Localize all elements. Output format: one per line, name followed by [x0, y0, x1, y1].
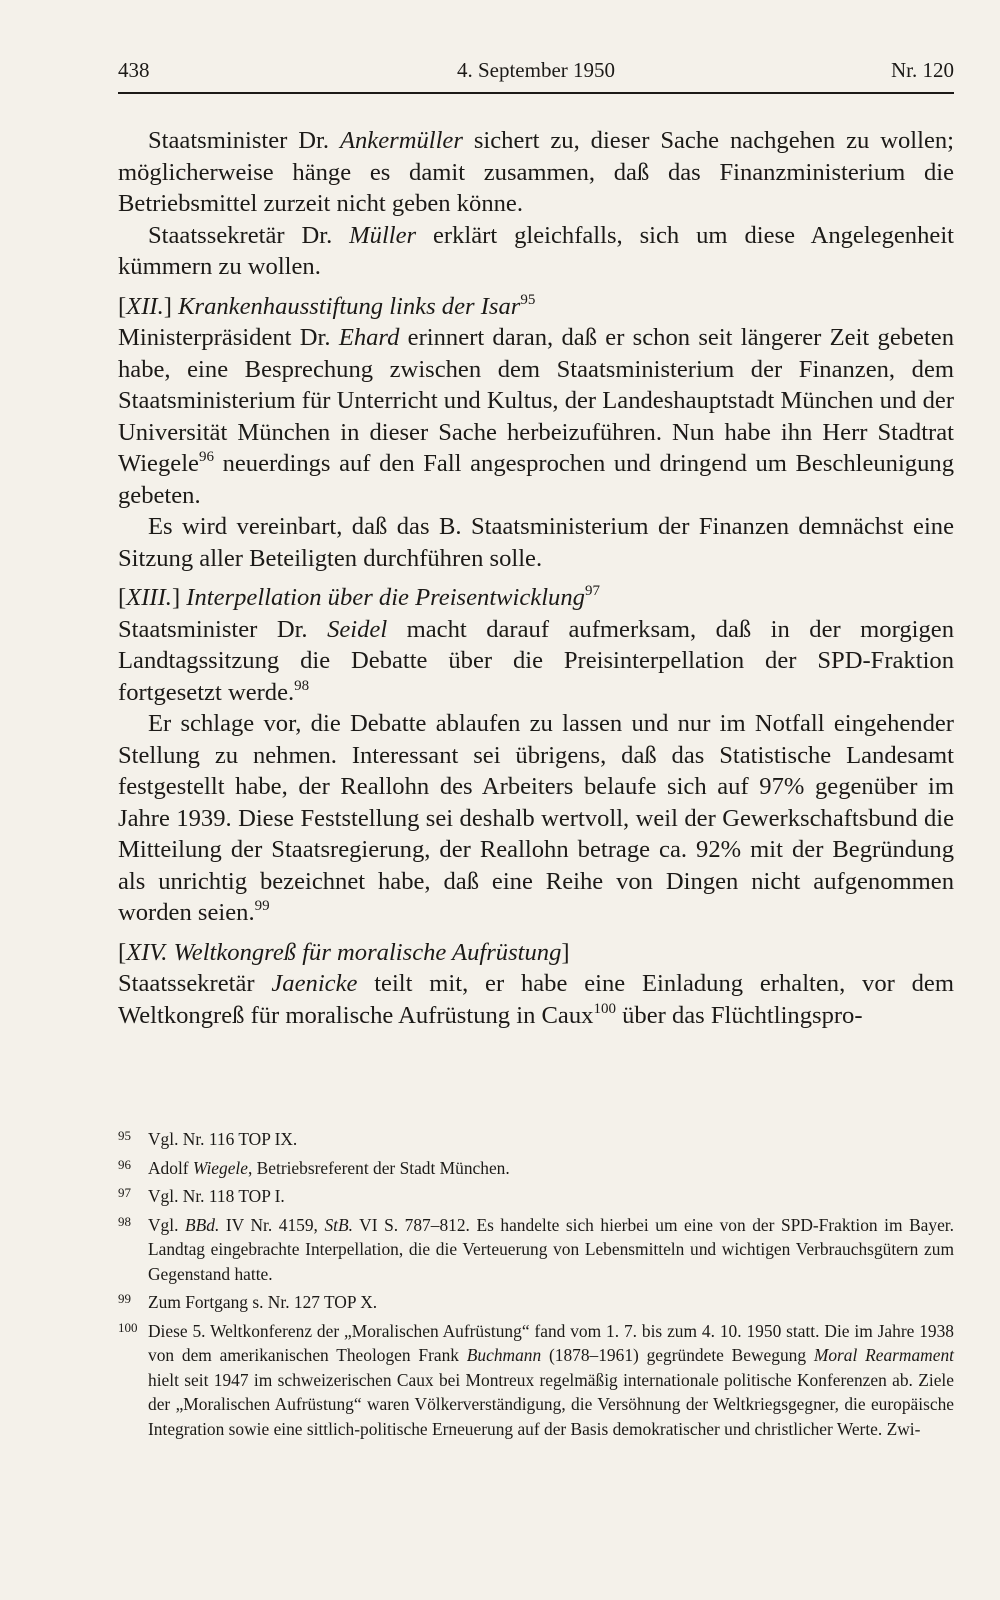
- footnote-number: 100: [118, 1319, 138, 1335]
- footnote-ref[interactable]: 98: [294, 677, 310, 694]
- footnote-emphasis: StB.: [324, 1214, 353, 1235]
- footnote-text: (1878–1961) gegründete Bewegung: [541, 1345, 814, 1365]
- footnote-ref[interactable]: 97: [584, 583, 600, 599]
- footnote-number: 99: [118, 1291, 131, 1306]
- paragraph-agreement: Es wird vereinbart, daß das B. Staatsministerium der Finanzen demnächst eine Sitzung aller Beteiligten durchführen solle.: [118, 513, 954, 572]
- footnote-ref[interactable]: 95: [520, 291, 536, 308]
- footnote-text: Adolf: [148, 1157, 193, 1178]
- footnote-97: [118, 1184, 954, 1209]
- footnote-emphasis: BBd.: [185, 1214, 220, 1235]
- paragraph-mueller: Staatssekretär Dr. Müller erklärt gleichfalls, sich um diese Angelegenheit kümmern zu wollen.: [118, 221, 954, 280]
- footnote-text: Diese 5. Weltkonferenz der „Moralischen Aufrüstung“ fand vom 1. 7. bis zum 4. 10. 1950 statt. Die im Jahre 1938 von dem amerikanischen Theologen Frank: [148, 1320, 954, 1365]
- footnote-98: [118, 1213, 954, 1287]
- running-header: [118, 58, 954, 88]
- footnote-text: IV Nr. 4159,: [219, 1214, 325, 1235]
- footnote-text: hielt seit 1947 im schweizerischen Caux bei Montreux regelmäßig internationale politische Konferenzen ab. Ziele der „Moralischen Aufrüstung“ waren Völkerverständigung, die Versöhnung der Weltkriegsgegner, die europäische Integration sowie eine sittlich-politische Erneuerung auf der Basis demokratischer und christlicher Werte. Zwi-: [148, 1369, 954, 1439]
- section-heading-xiv: [XIV. Weltkongreß für moralische Aufrüstung]: [118, 938, 570, 966]
- footnote-ref[interactable]: 100: [593, 1000, 616, 1017]
- section-heading-xii: [XII.] Krankenhausstiftung links der Isar$^{95}$: [118, 291, 536, 320]
- footnote-text: Vgl. Nr. 116 TOP IX.: [148, 1129, 298, 1149]
- paragraph-ehard: Ministerpräsident Dr. Ehard erinnert daran, daß er schon seit längerer Zeit gebeten habe, eine Besprechung zwischen dem Staatsministerium der Finanzen, dem Staatsministerium für Unterricht und Kultus, der Landeshauptstadt München und der Universität München in dieser Sache herbeizuführen. Nun habe ihn Herr Stadtrat Wiegele$^{96}$ neuerdings auf den Fall angesprochen und dringend um Beschleunigung gebeten.: [118, 324, 955, 509]
- person-name: Müller: [349, 221, 417, 249]
- footnote-emphasis: Wiegele: [192, 1157, 248, 1178]
- footnote-96: [118, 1156, 954, 1181]
- footnote-100: [118, 1319, 954, 1442]
- footnote-99: [118, 1290, 954, 1315]
- footnote-text: Zum Fortgang s. Nr. 127 TOP X.: [148, 1292, 378, 1312]
- paragraph-ankermueller: Staatsminister Dr. Ankermüller sichert zu, dieser Sache nachgehen zu wollen; möglicherweise hänge es damit zusammen, daß das Finanzministerium die Betriebsmittel zurzeit nicht geben könne.: [118, 127, 955, 217]
- person-name: Ankermüller: [339, 127, 463, 154]
- header-date: 4. September 1950: [456, 58, 616, 82]
- footnote-text: Vgl.: [148, 1214, 185, 1235]
- footnote-text: , Betriebsreferent der Stadt München.: [247, 1157, 510, 1178]
- footnote-text: Vgl. Nr. 118 TOP I.: [148, 1186, 285, 1206]
- header-rule: [118, 92, 954, 94]
- footnote-ref[interactable]: 99: [254, 898, 270, 914]
- person-name: Seidel: [327, 615, 388, 643]
- paragraph-reallohn: Er schlage vor, die Debatte ablaufen zu lassen und nur im Notfall eingehender Stellung zu nehmen. Interessant sei übrigens, daß das Statistische Landesamt festgestellt habe, der Reallohn des Arbeiters belaufe sich auf 97% gegenüber im Jahre 1939. Diese Feststellung sei deshalb wertvoll, weil der Gewerkschaftsbund die Mitteilung der Staatsregierung, der Reallohn betrage ca. 92% mit der Begründung als unrichtig bezeichnet habe, daß eine Reihe von Dingen nicht aufgenommen worden seien.$^{99}$: [118, 710, 954, 926]
- footnote-emphasis: Buchmann: [466, 1345, 542, 1365]
- person-name: Ehard: [338, 324, 400, 351]
- footnote-number: 97: [118, 1185, 131, 1200]
- footnote-number: 98: [118, 1213, 131, 1229]
- section-title: XIV. Weltkongreß für moralische Aufrüstung: [126, 938, 562, 966]
- section-title: Interpellation über die Preisentwicklung: [186, 584, 585, 611]
- person-name: Jaenicke: [271, 970, 358, 997]
- footnote-number: 96: [118, 1156, 131, 1172]
- document-number: Nr. 120: [891, 58, 954, 82]
- paragraph-seidel: Staatsminister Dr. Seidel macht darauf aufmerksam, daß in der morgigen Landtagssitzung die Debatte über die Preisinterpellation der SPD-Fraktion fortgesetzt werde.$^{98}$: [118, 615, 954, 706]
- footnotes: [118, 1127, 954, 1445]
- page-number: 438: [118, 58, 150, 82]
- footnote-95: [118, 1127, 954, 1152]
- footnote-number: 95: [118, 1128, 131, 1143]
- section-heading-xiii: [XIII.] Interpellation über die Preisentwicklung$^{97}$: [118, 583, 600, 611]
- footnote-ref[interactable]: 96: [198, 449, 214, 465]
- section-title: Krankenhausstiftung links der Isar: [178, 292, 521, 320]
- paragraph-jaenicke: Staatssekretär Jaenicke teilt mit, er habe eine Einladung erhalten, vor dem Weltkongreß für moralische Aufrüstung in Caux$^{100}$ über das Flüchtlingspro-: [118, 970, 954, 1029]
- footnote-text: VI S. 787–812. Es handelte sich hierbei um eine von der SPD-Fraktion im Bayer. Landtag eingebrachte Interpellation, die die Verteuerung von Lebensmitteln und wichtigen Verbrauchsgütern zum Gegenstand hatte.: [148, 1214, 954, 1284]
- footnote-emphasis: Moral Rearmament: [813, 1345, 954, 1365]
- main-text: [118, 125, 954, 1031]
